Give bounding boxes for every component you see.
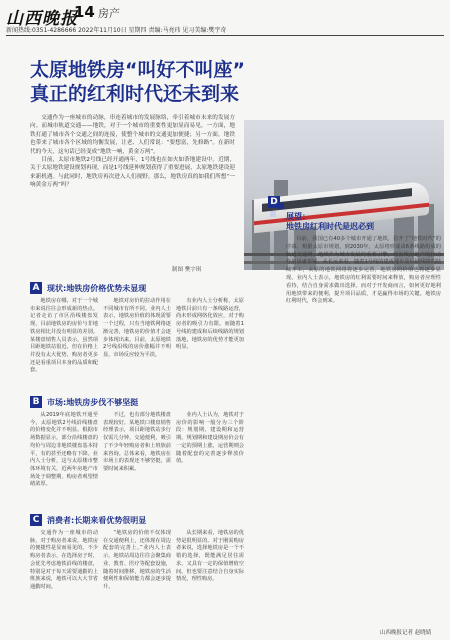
section-a-col-2 (103, 298, 171, 361)
section-c-text-3: 从长期来看，地铁房的优势是很明显的。对于刚需购房者来说，选择地铁房是一个不错的选择，既能满足居住需求，又具有一定的保值增值空间。但也要注意结合自身实际情况，理性购房。 (176, 530, 244, 583)
section-b-letter: B (30, 396, 42, 408)
section-c-text-2: “地铁房的价值不仅体现在交通便利上，还体现在周边配套的完善上。”业内人士表示，地铁站周边往往会聚集商业、教育、医疗等配套设施，随着时间推移，地铁房的生活便利性和保值能力都会逐步提升。 (103, 530, 171, 590)
section-c-col-1 (30, 530, 98, 593)
main-headline (30, 58, 330, 106)
section-b-text-3: 业内人士认为，地铁对于房价的影响一般分为三个阶段：规划期、建设期和运营期。规划期和建设期房价会有一定的预期上涨，运营期则会随着配套的完善逐步释放价值。 (176, 412, 244, 465)
masthead-divider (6, 35, 444, 36)
masthead (0, 0, 450, 42)
section-b-col-2 (103, 412, 171, 475)
section-c-text-1: 交通作为一座城市的动脉，对于购房者来说，地铁房的便捷性是显而易见的。不少购房者表示，在选择房子时，会优先考虑地铁沿线的楼盘，特别是对于每天需要通勤的上班族来说，地铁可以大大节省通勤时间。 (30, 530, 98, 590)
section-c-letter: C (30, 514, 42, 526)
headline-line1: 太原地铁房“叫好不叫座” (30, 59, 245, 81)
section-d-title-2: 地铁房红利时代是迟必到 (286, 222, 374, 231)
section-c-header (30, 514, 146, 526)
section-a-letter: A (30, 282, 42, 294)
lead-paragraph-1: 交通作为一座城市的动脉，串连着城市的发展脉络，牵引着城市未来的发展方向。而城市轨道交通——地铁，对于一个城市的重要性更加显而易见。一方面，地铁打通了城市各个交通之间的连接，使整个城市的交通更加便捷；另一方面，地铁也带来了城市各个区域的均衡发展，让老、人们常说：“要想富，先修路”。在新时代的今天，这句话已经变成“地铁一响，黄金万两”。 (30, 115, 235, 155)
byline: 制图 樊宇琪 (172, 267, 202, 273)
newspaper-logo: 山西晚报 (6, 9, 78, 29)
section-d-title-1: 展望： (286, 212, 310, 221)
section-c-col-2 (103, 530, 171, 593)
section-a-col-3 (176, 298, 244, 353)
masthead-info: 新闻热线:0351-4286666 2022年11月10日 星期四 责编:马亮玮 见习美编:樊宇奇 (6, 27, 227, 34)
section-b-title: 市场:地铁房步伐不够坚挺 (47, 397, 139, 407)
headline-line2: 真正的红利时代还未到来 (30, 83, 240, 105)
section-d-body (286, 236, 441, 306)
section-b-col-3 (176, 412, 244, 467)
lead-text (30, 114, 235, 190)
section-name: 房产 (98, 7, 120, 20)
section-a-text-2: 地铁对房价的拉动作用在不同城市有所不同。业内人士表示，地铁房价值的体现需要一个过程，只有当地铁网络逐渐完善，地铁房的价值才会逐步体现出来。目前，太原地铁2号线沿线的房价涨幅并不明显，市场反应较为平淡。 (103, 298, 171, 358)
section-b-col-1 (30, 412, 98, 490)
decorative-square (270, 211, 276, 217)
section-a-text-3: 有业内人士分析称，太原地铁目前只有一条线路运营，尚未形成网络化效应，对于购房者的吸引力有限。而随着1号线的建成和后续线路的规划落地，地铁房的优势才能更加明显。 (176, 298, 244, 351)
section-c-col-3 (176, 530, 244, 585)
section-c-title: 消费者:长期来看优势很明显 (47, 515, 147, 525)
section-d-paragraph: 目前，我国已有40多个城市开通了地铁，拉开了“地铁时代”的序幕。根据太原市规划，到2030年，太原将形成由6条线路组成的轨道交通网。地铁作为城市发展的重要引擎，对沿线房地产的拉动作用毋庸置疑。从长远来看，随着1号线的建成通车及后续线路的陆续开工，太原的地铁网络将逐步完善，地铁房的价值也将逐步显现。业内人士表示，地铁房的红利需要时间来释放，购房者应理性看待，结合自身需求做出选择。而对于开发商而言，如何更好地利用地铁带来的便利，提升项目品质，才是赢得市场的关键。地铁房红利时代，终会到来。 (286, 236, 441, 305)
section-a-text-1: 地铁房在哪，对于一个城市来说往往会形成新的热点。记者走访了市区沿线楼盘发现，目前地铁房的房价与非地铁房相比并没有明显的差别。某楼盘销售人员表示，虽然项目距地铁站很近，但在价格上并没有太大优势，购房者更多还是看重项目本身的品质和配套。 (30, 298, 98, 374)
reporter-credit: 山西晚报记者 赵晓婧 (380, 630, 432, 636)
lead-paragraph-2: 目前，太原市地铁2号线已经开通两年，1号线也在如火如荼地建设中。近期，关于太原地铁建设规划再现，而是1号线延伸规划获得了重要进展，太原地铁建设迎来新机遇。与此同时，地铁房再次进入人们视野。那么，地铁房真的如我们所想“一响黄金万两”吗？ (30, 157, 235, 189)
section-a-title: 现状:地铁房价格优势未显现 (47, 283, 147, 293)
section-b-text-1: 从2019年底地铁开通至今，太原地铁2号线沿线楼盘的价格变化并不明显。根据市场数据显示，部分沿线楼盘的均价与周边非地铁楼盘基本持平，有的甚至还略有下降。业内人士分析，这与太原楼市整体环境有关，近两年房地产市场处于调整期，购房者观望情绪浓厚。 (30, 412, 98, 488)
section-d-title (286, 212, 436, 232)
section-a-col-1 (30, 298, 98, 376)
section-b-header (30, 396, 138, 408)
page-number: 14 (74, 3, 95, 21)
section-b-text-2: 不过，也有部分地铁楼盘表现较好。某地铁口楼盘销售经理表示，项目距地铁站步行仅需几分钟，交通便利，吸引了不少年轻购房者和上班族前来咨询。总体来看，地铁房在市场上的表现还不够坚挺，需要时间来积累。 (103, 412, 171, 472)
section-d-letter: D (268, 196, 280, 208)
section-a-header (30, 282, 146, 294)
